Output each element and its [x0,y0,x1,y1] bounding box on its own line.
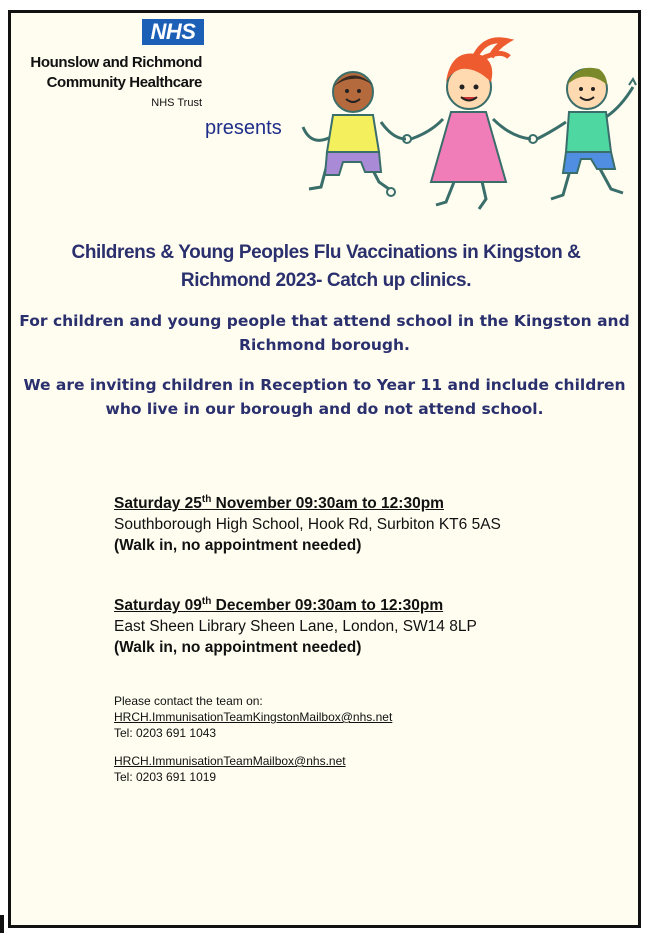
org-line-2: Community Healthcare [46,74,202,91]
clinic-1 [114,489,501,556]
clinic-1-location: Southborough High School, Hook Rd, Surbiton KT6 5AS [114,516,501,534]
clinic-1-date: Saturday 25th November 09:30am to 12:30pm [114,494,444,513]
clinic-1-note: (Walk in, no appointment needed) [114,537,362,555]
contact-tel-1: Tel: 0203 691 1043 [114,726,217,740]
contact-email-kingston-link[interactable]: HRCH.ImmunisationTeamKingstonMailbox@nhs.net [114,710,393,724]
contact-intro: Please contact the team on: [114,694,263,708]
children-holding-hands-illustration [281,27,641,212]
edge-mark [0,915,4,933]
flyer-page [8,10,641,928]
contact-email-main-link[interactable]: HRCH.ImmunisationTeamMailbox@nhs.net [114,754,346,768]
intro-1-line-2: Richmond borough. [239,336,410,354]
contact-section [114,693,392,785]
clinic-2-date: Saturday 09th December 09:30am to 12:30pm [114,596,444,615]
nhs-logo: NHS [142,19,204,45]
title-line-2: Richmond 2023- Catch up clinics. [180,270,472,291]
title-line-1: Childrens & Young Peoples Flu Vaccinations in Kingston & [71,242,581,263]
intro-2-line-2: who live in our borough and do not attend school. [105,400,544,418]
intro-1-line-1: For children and young people that attend school in the Kingston and [19,312,630,330]
child-middle-figure [411,40,537,209]
clinic-2-note: (Walk in, no appointment needed) [114,639,362,657]
clinic-2 [114,591,477,658]
page-title [31,239,621,295]
child-right-figure [537,68,636,199]
intro-2-line-1: We are inviting children in Reception to Year 11 and include children [23,376,626,394]
presents-label: presents [205,117,282,139]
organisation-name [11,53,202,93]
intro-paragraph-2 [11,373,638,421]
clinic-2-location: East Sheen Library Sheen Lane, London, SW14 8LP [114,618,477,636]
org-trust-label: NHS Trust [151,97,202,109]
contact-tel-2: Tel: 0203 691 1019 [114,770,217,784]
intro-paragraph-1 [11,309,638,357]
child-left-figure [303,72,411,196]
org-line-1: Hounslow and Richmond [30,54,202,71]
